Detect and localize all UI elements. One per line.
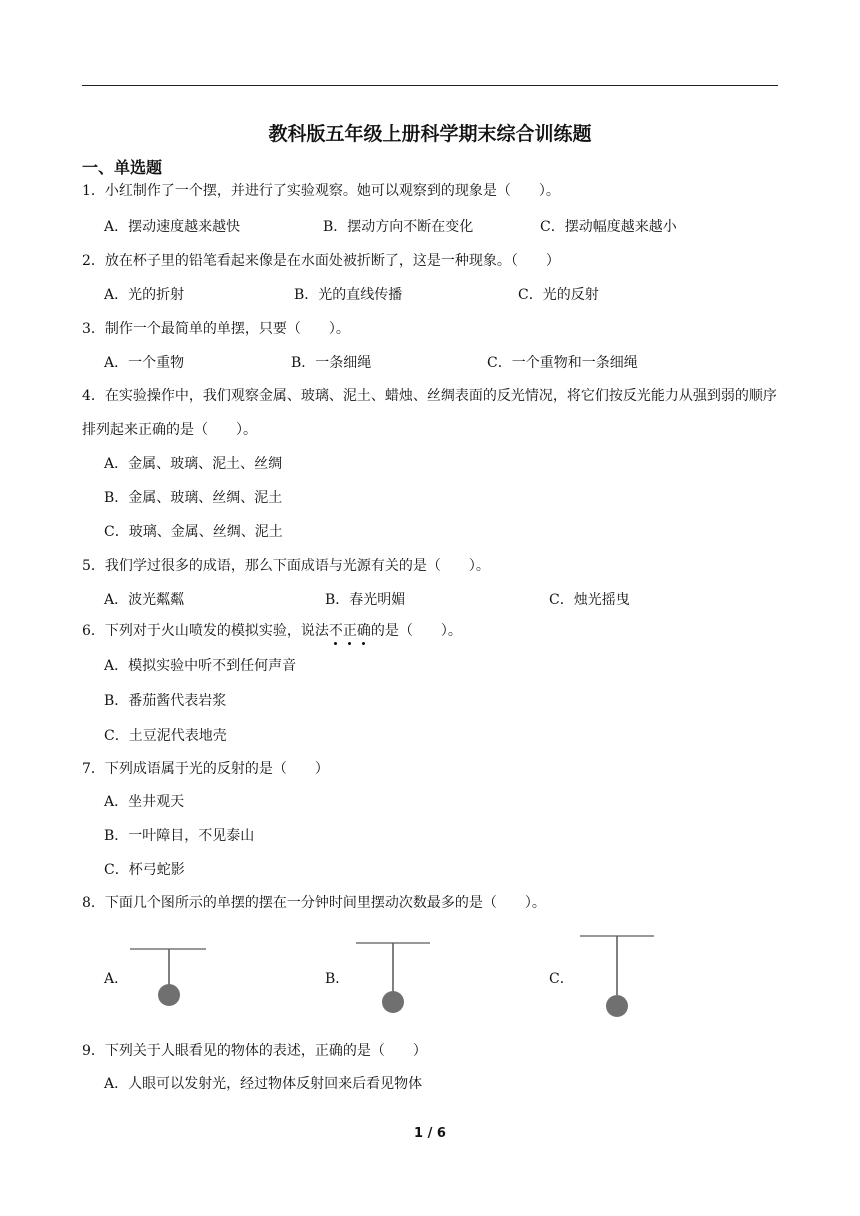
- q6-emphasis-char: 不: [329, 623, 343, 639]
- q7-option-b: B．一叶障目，不见泰山: [104, 828, 255, 844]
- q1-option-c: C．摆动幅度越来越小: [540, 219, 677, 235]
- medium-pendulum-icon: [354, 935, 434, 1017]
- question-9: 9．下列关于人眼看见的物体的表述，正确的是（ ）: [82, 1043, 427, 1059]
- q4-option-c: C．玻璃、金属、丝绸、泥土: [104, 524, 283, 540]
- q3-option-b: B．一条细绳: [291, 355, 372, 371]
- question-2: 2．放在杯子里的铅笔看起来像是在水面处被折断了，这是一种现象。（ ）: [82, 253, 560, 269]
- q1-option-a: A．摆动速度越来越快: [104, 219, 241, 235]
- page-number: 1 / 6: [414, 1126, 446, 1141]
- q2-option-b: B．光的直线传播: [294, 287, 403, 303]
- question-6: [82, 621, 462, 641]
- q8-option-b: B．: [325, 971, 350, 987]
- q7-option-c: C．杯弓蛇影: [104, 862, 185, 878]
- q6-emphasis-char: 确: [357, 623, 371, 639]
- emphasis-dot: [362, 642, 365, 645]
- question-5: 5．我们学过很多的成语，那么下面成语与光源有关的是（ ）。: [82, 558, 490, 574]
- question-3: 3．制作一个最简单的单摆，只要（ ）。: [82, 321, 350, 337]
- q4-option-b: B．金属、玻璃、丝绸、泥土: [104, 490, 283, 506]
- q3-option-a: A．一个重物: [104, 355, 185, 371]
- question-4: 4．在实验操作中，我们观察金属、玻璃、泥土、蜡烛、丝绸表面的反光情况，将它们按反光能力从强到弱的顺序排列起来正确的是（ ）。: [82, 388, 777, 438]
- short-pendulum-icon: [128, 940, 210, 1015]
- q1-option-b: B．摆动方向不断在变化: [323, 219, 474, 235]
- question-1: 1．小红制作了一个摆，并进行了实验观察。她可以观察到的现象是（ ）。: [82, 183, 560, 199]
- page-title: 教科版五年级上册科学期末综合训练题: [268, 123, 592, 145]
- long-pendulum-icon: [578, 928, 658, 1020]
- q2-option-a: A．光的折射: [104, 287, 185, 303]
- q5-option-a: A．波光粼粼: [104, 592, 185, 608]
- q6-option-a: A．模拟实验中听不到任何声音: [104, 658, 297, 674]
- q4-option-a: A．金属、玻璃、泥土、丝绸: [104, 456, 283, 472]
- q6-option-b: B．番茄酱代表岩浆: [104, 693, 227, 709]
- emphasis-dot: [334, 642, 337, 645]
- q5-option-b: B．春光明媚: [325, 592, 406, 608]
- header-rule: [82, 85, 778, 86]
- q6-stem-end: 的是（ ）。: [370, 623, 462, 639]
- question-8: 8．下面几个图所示的单摆的摆在一分钟时间里摆动次数最多的是（ ）。: [82, 895, 546, 911]
- q6-stem-start: 6．下列对于火山喷发的模拟实验，说法: [82, 623, 329, 639]
- question-7: 7．下列成语属于光的反射的是（ ）: [82, 761, 329, 777]
- q8-option-c: C．: [549, 971, 574, 987]
- section-heading: 一、单选题: [82, 158, 163, 177]
- emphasis-dot: [348, 642, 351, 645]
- q8-option-a: A．: [104, 971, 129, 987]
- q5-option-c: C．烛光摇曳: [549, 592, 630, 608]
- q3-option-c: C．一个重物和一条细绳: [487, 355, 638, 371]
- q6-option-c: C．土豆泥代表地壳: [104, 728, 227, 744]
- q7-option-a: A．坐井观天: [104, 794, 185, 810]
- q2-option-c: C．光的反射: [518, 287, 599, 303]
- q6-emphasis-char: 正: [343, 623, 357, 639]
- q9-option-a: A．人眼可以发射光，经过物体反射回来后看见物体: [104, 1076, 423, 1092]
